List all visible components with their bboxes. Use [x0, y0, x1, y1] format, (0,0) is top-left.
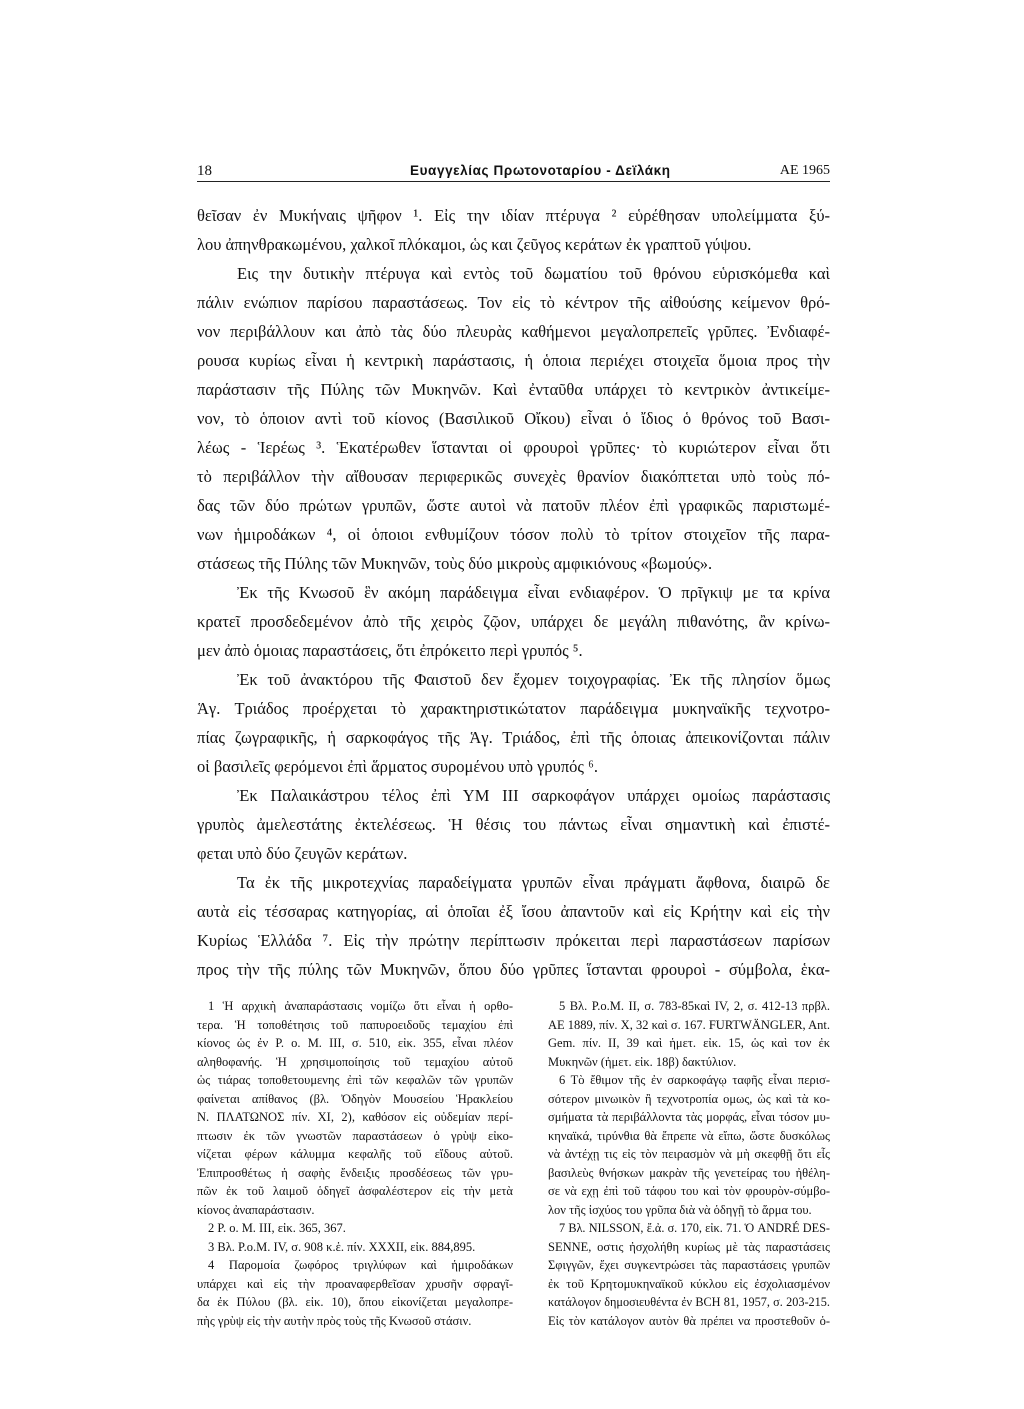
- footnote-line: αληθοφανής. Ἡ χρησιμοποίησις τοῦ τεμαχίου αὐτοῦ: [197, 1054, 513, 1069]
- footnote-line: σμήματα τὰ περιβάλλοντα τὰς μορφάς, εἶναι τόσον μυ-: [548, 1110, 830, 1124]
- footnote-line: σε νὰ εχῃ ἐπὶ τοῦ τάφου του καὶ τὸν φρουρὸν-σύμβο-: [548, 1184, 830, 1198]
- text-line: προς τὴν τῆς πύλης τῶν Μυκηνῶν, ὅπου δύο γρῦπες ἵστανται φρουροὶ - σύμβολα, ἑκα-: [197, 960, 830, 979]
- footnotes-right-column: [548, 997, 830, 1330]
- footnote-line: Gem. πίν. II, 39 καὶ ἡμετ. εἰκ. 15, ὡς καὶ τον ἐκ: [548, 1036, 830, 1050]
- text-line: Κυρίως Ἑλλάδα ⁷. Εἰς τὴν πρώτην περίπτωσιν πρόκειται περὶ παραστάσεων παρίσων: [197, 931, 830, 950]
- text-line: λέως - Ἱερέως ³. Ἑκατέρωθεν ἵστανται οἱ φρουροὶ γρῦπες· τὸ κυριώτερον εἶναι ὅτι: [197, 438, 830, 457]
- footnote-line: πὴς γρὺψ εἰς τὴν αυτὴν πρὸς τοὺς τῆς Κνωσοῦ στάσιν.: [197, 1313, 472, 1328]
- footnote-line: Μυκηνῶν (ἡμετ. εἰκ. 18β) δακτύλιον.: [548, 1054, 737, 1069]
- text-line: πίας ζωγραφικῆς, ἡ σαρκοφάγος τῆς Ἁγ. Τριάδος, ἐπὶ τῆς ὁποιας ἀπεικονίζονται πάλιν: [197, 728, 830, 747]
- footnote-line: Ἐπιπροσθέτως ἡ σαφὴς ἔνδειξις προσδέσεως τῶν γρυ-: [197, 1165, 513, 1180]
- main-text: [197, 201, 830, 984]
- text-line: κρατεῖ προσδεδεμένον ἀπὸ τῆς χειρὸς ζῷον, υπάρχει δε μεγάλη πιθανότης, ἂν κρίνω-: [197, 612, 830, 631]
- page-number: 18: [197, 163, 212, 179]
- text-line: παράστασιν τῆς Πύλης τῶν Μυκηνῶν. Καὶ ἐνταῦθα υπάρχει τὸ κεντρικὸν ἀντικείμε-: [197, 380, 830, 399]
- text-line: Εις την δυτικὴν πτέρυγα καὶ εντὸς τοῦ δωματίου τοῦ θρόνου εὑρισκόμεθα καὶ: [237, 264, 830, 283]
- header-rule: [197, 181, 830, 182]
- text-line: νον περιβάλλουν και ἀπὸ τὰς δύο πλευρὰς καθήμενοι μεγαλοπρεπεῖς γρῦπες. Ἐνδιαφέ-: [197, 322, 830, 341]
- footnote-line: φαίνεται απίθανος (βλ. Ὀδηγὸν Μουσείου Ἡρακλείου: [197, 1091, 513, 1106]
- footnote-line: κατάλογον δημοσιευθέντα ἐν BCH 81, 1957, σ. 203-215.: [548, 1295, 830, 1309]
- journal-issue: ΑΕ 1965: [779, 163, 830, 178]
- footnote-line: Σφιγγῶν, ἔχει συγκεντρώσει τὰς παραστάσεις γρυπῶν: [548, 1258, 830, 1272]
- footnote-line: SENNE, οστις ἠσχολήθη κυρίως μὲ τὰς παραστάσεις: [548, 1239, 830, 1254]
- footnote-line: Εἰς τὸν κατάλογον αυτὸν θὰ πρέπει να προστεθοῦν ὁ-: [548, 1313, 830, 1328]
- footnote-line: κηναϊκά, τιρύνθια θὰ ἔπρεπε νὰ εἴπω, ὥστε δυσκόλως: [548, 1128, 830, 1143]
- footnote-line: πῶν ἐκ τοῦ λαιμοῦ ὁδηγεῖ ἀσφαλέστερον εἰς τὴν μετὰ: [197, 1184, 513, 1198]
- text-line: Τα ἐκ τῆς μικροτεχνίας παραδείγματα γρυπῶν εἶναι πράγματι ἄφθονα, διαιρῶ δε: [237, 873, 830, 892]
- text-line: Ἐκ τοῦ ἀνακτόρου τῆς Φαιστοῦ δεν ἔχομεν τοιχογραφίας. Ἐκ τῆς πλησίον ὅμως: [237, 670, 830, 689]
- text-line: στάσεως τῆς Πύλης τῶν Μυκηνῶν, τοὺς δύο μικροὺς αμφικιόνους «βωμούς».: [197, 554, 713, 573]
- text-line: δας τῶν δύο πρώτων γρυπῶν, ὥστε αυτοὶ νὰ πατοῦν πλέον ἐπὶ γραφικῶς παριστωμέ-: [197, 496, 830, 515]
- footnote-line: υπάρχει καὶ εἰς τὴν προαναφερθεῖσαν χρυσῆν σφραγῖ-: [197, 1276, 513, 1291]
- text-line: θεῖσαν ἐν Μυκήναις ψῆφον ¹. Εἰς την ιδίαν πτέρυγα ² εὑρέθησαν υπολείμματα ξύ-: [197, 206, 830, 225]
- text-line: αυτὰ εἰς τέσσαρας κατηγορίας, αἱ ὁποῖαι ἐξ ἴσου ἀπαντοῦν καὶ εἰς Κρήτην καὶ εἰς τὴν: [197, 902, 830, 921]
- text-line: Ἁγ. Τριάδος προέρχεται τὸ χαρακτηριστικώτατον παράδειγμα μυκηναϊκῆς τεχνοτρο-: [197, 699, 830, 718]
- footnote-line: νίζεται φέρων κάλυμμα κεφαλῆς τοῦ εἴδους αὐτοῦ.: [197, 1147, 513, 1161]
- footnote-line: 2 P. o. M. III, εἰκ. 365, 367.: [208, 1221, 346, 1235]
- footnote-line: ὡς τιάρας τοποθετουμενης ἐπὶ τῶν κεφαλῶν τῶν γρυπῶν: [197, 1073, 513, 1087]
- text-line: λου ἀπηνθρακωμένου, χαλκοῖ πλόκαμοι, ὡς και ζεῦγος κεράτων ἐκ γραπτοῦ γύψου.: [197, 235, 752, 254]
- footnote-line: κίονος ὡς ἐν P. o. M. III, σ. 510, εἰκ. 355, εἶναι πλέον: [197, 1036, 513, 1050]
- text-line: ρουσα κυρίως εἶναι ἡ κεντρικὴ παράστασις, ἡ ὁποια περιέχει στοιχεῖα ὅμοια προς τὴν: [197, 351, 830, 370]
- text-line: γρυπὸς ἀμελεστάτης ἐκτελέσεως. Ἡ θέσις του πάντως εἶναι σημαντικὴ καὶ ἐπιστέ-: [197, 815, 830, 834]
- footnote-line: 4 Παρομοία ζωφόρος τριγλύφων καὶ ἡμιροδάκων: [208, 1258, 513, 1272]
- footnote-line: ἐκ τοῦ Κρητομυκηναϊκοῦ κύκλου εἰς ἐσχολιασμένον: [548, 1276, 830, 1291]
- footnote-line: πτωσιν ἐκ τῶν γνωστῶν παραστάσεων ὁ γρὺψ εἰκο-: [197, 1128, 513, 1143]
- text-line: πάλιν ενώπιον παρίσου παραστάσεως. Τον εἰς τὸ κέντρον τῆς αἰθούσης κείμενον θρό-: [197, 293, 830, 312]
- footnote-line: βασιλεὺς θνήσκων μακρὰν τῆς γενετείρας του ἠθέλη-: [548, 1165, 830, 1180]
- footnote-line: λον τῆς ἰσχύος του γρῦπα διὰ νὰ ὁδηγῇ τὸ ἅρμα του.: [548, 1202, 812, 1217]
- footnote-line: AE 1889, πίν. X, 32 καὶ σ. 167. FURTWÄNGLER, Ant.: [548, 1017, 830, 1032]
- footnote-line: 7 Βλ. NILSSON, ἔ.ἀ. σ. 170, εἰκ. 71. Ὁ ANDRÉ DES-: [559, 1221, 830, 1235]
- footnote-line: σότερον μινωικὸν ἢ τεχνοτροπία ομως, ὡς καὶ τὰ κο-: [548, 1091, 830, 1106]
- footnotes-left-column: [197, 997, 513, 1330]
- footnote-line: 5 Βλ. P.o.M. II, σ. 783-85καὶ IV, 2, σ. 412-13 πρβλ.: [559, 999, 830, 1013]
- text-line: νον, τὸ ὁποιον αντὶ τοῦ κίονος (Βασιλικοῦ Οἴκου) εἶναι ὁ ἴδιος ὁ θρόνος τοῦ Βασι-: [197, 409, 830, 428]
- footnote-line: 1 Ἡ αρχικὴ ἀναπαράστασις νομίζω ὅτι εἶναι ἡ ορθο-: [208, 999, 513, 1013]
- text-line: μεν ἀπὸ ὁμοιας παραστάσεις, ὅτι ἐπρόκειτο περὶ γρυπός ⁵.: [197, 641, 583, 660]
- text-line: Ἐκ τῆς Κνωσοῦ ἓν ακόμη παράδειγμα εἶναι ενδιαφέρον. Ὁ πρῖγκιψ με τα κρίνα: [237, 583, 830, 602]
- text-line: τὸ περιβάλλον τὴν αἴθουσαν περιφερικῶς συνεχὲς θρανίον διακόπτεται υπὸ τοὺς πό-: [197, 467, 830, 486]
- footnote-line: νὰ ἀντέχῃ τις εἰς τὸν πειρασμὸν νὰ μὴ σκεφθῇ ὅτι εἷς: [548, 1147, 830, 1161]
- running-title-author: Ευαγγελίας Πρωτονοταρίου - Δεϊλάκη: [410, 163, 671, 178]
- footnote-line: κίονος ἀναπαράστασιν.: [197, 1202, 315, 1217]
- footnote-line: δα ἐκ Πύλου (βλ. εἰκ. 10), ὅπου εἰκονίζεται μεγαλοπρε-: [197, 1295, 513, 1309]
- text-line: φεται υπὸ δύο ζευγῶν κεράτων.: [197, 844, 408, 863]
- footnote-line: 6 Τὸ ἔθιμον τῆς ἐν σαρκοφάγῳ ταφῆς εἶναι περισ-: [559, 1073, 830, 1087]
- footnote-line: N. ΠΛΑΤΩΝΟΣ πίν. XI, 2), καθόσον εἰς οὐδεμίαν περί-: [197, 1110, 513, 1124]
- footnote-line: τερα. Ἡ τοποθέτησις τοῦ παπυροειδοῦς τεμαχίου ἐπὶ: [197, 1017, 513, 1032]
- text-line: οἱ βασιλεῖς φερόμενοι ἐπὶ ἅρματος συρομένου υπὸ γρυπός ⁶.: [197, 757, 598, 776]
- text-line: νων ἡμιροδάκων ⁴, οἱ ὁποιοι ενθυμίζουν τόσον πολὺ τὸ τρίτον στοιχεῖον τῆς παρα-: [197, 525, 830, 544]
- footnote-line: 3 Βλ. P.o.M. IV, σ. 908 κ.ἑ. πίν. XXXII, εἰκ. 884,895.: [208, 1239, 476, 1254]
- text-line: Ἐκ Παλαικάστρου τέλος ἐπὶ ΥΜ ΙΙΙ σαρκοφάγον υπάρχει ομοίως παράστασις: [237, 786, 830, 805]
